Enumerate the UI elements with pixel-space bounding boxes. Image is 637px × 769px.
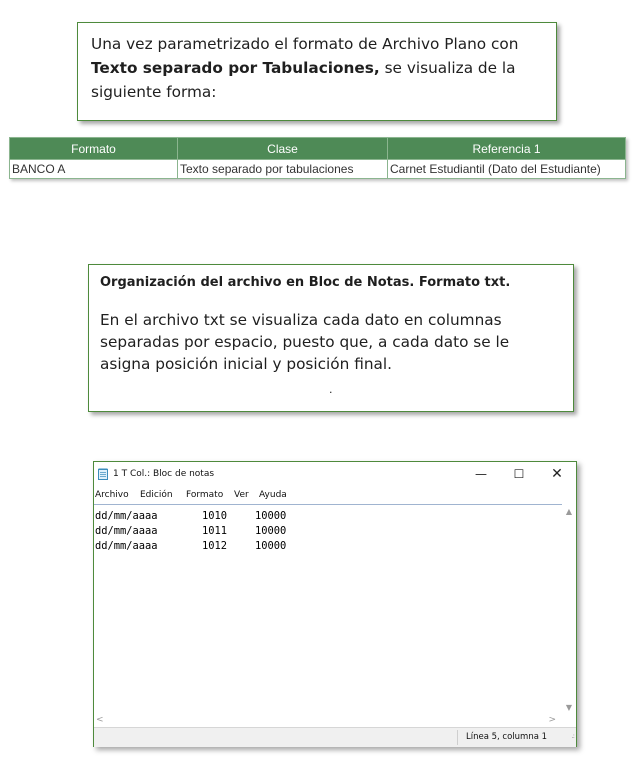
- editor-line: [95, 539, 562, 554]
- line-date: dd/mm/aaaa: [95, 525, 158, 537]
- organization-heading: Organización del archivo en Bloc de Notas. Formato txt.: [100, 275, 511, 290]
- intro-callout: [77, 22, 557, 121]
- organization-body: En el archivo txt se visualiza cada dato en columnas separadas por espacio, puesto que, a cada dato se le asigna posición inicial y posición final.: [100, 311, 510, 373]
- cell-formato: BANCO A: [10, 160, 178, 179]
- line-amount: 10000: [255, 540, 287, 552]
- scroll-down-icon[interactable]: ▼: [565, 703, 573, 712]
- text-editor[interactable]: [94, 504, 562, 715]
- line-amount: 10000: [255, 525, 287, 537]
- close-button[interactable]: ✕: [551, 466, 563, 482]
- menu-formato[interactable]: Formato: [186, 490, 224, 500]
- intro-line-2: [91, 56, 544, 80]
- intro-bold-text: Texto separado por Tabulaciones,: [91, 59, 380, 77]
- vertical-scrollbar[interactable]: [562, 504, 576, 715]
- editor-line: [95, 509, 562, 524]
- intro-line-3: siguiente forma:: [91, 83, 217, 101]
- intro-line-2-rest: se visualiza de la: [379, 59, 516, 77]
- status-bar: [94, 727, 576, 747]
- menu-ayuda[interactable]: Ayuda: [259, 490, 287, 500]
- notepad-window: [93, 461, 577, 747]
- table-row: [10, 160, 626, 179]
- window-title: 1 T Col.: Bloc de notas: [113, 469, 215, 479]
- cell-clase: Texto separado por tabulaciones: [178, 160, 388, 179]
- header-referencia: Referencia 1: [388, 138, 626, 160]
- line-date: dd/mm/aaaa: [95, 540, 158, 552]
- editor-line: [95, 524, 562, 539]
- header-clase: Clase: [178, 138, 388, 160]
- title-bar[interactable]: [94, 462, 576, 486]
- stray-dot: .: [329, 383, 333, 396]
- menu-edicion[interactable]: Edición: [140, 490, 173, 500]
- cursor-position: Línea 5, columna 1: [466, 732, 548, 742]
- line-date: dd/mm/aaaa: [95, 510, 158, 522]
- line-code: 1012: [202, 540, 228, 552]
- scroll-left-icon[interactable]: <: [96, 715, 104, 725]
- line-code: 1011: [202, 525, 228, 537]
- line-code: 1010: [202, 510, 228, 522]
- header-formato: Formato: [10, 138, 178, 160]
- menu-ver[interactable]: Ver: [234, 490, 249, 500]
- menu-bar: [94, 487, 576, 503]
- table-header-row: [10, 138, 626, 160]
- minimize-button[interactable]: —: [475, 467, 487, 481]
- status-divider: [457, 730, 458, 745]
- cell-referencia: Carnet Estudiantil (Dato del Estudiante): [388, 160, 626, 179]
- resize-grip-icon[interactable]: .:: [571, 732, 574, 740]
- maximize-button[interactable]: ☐: [513, 467, 525, 481]
- scroll-right-icon[interactable]: >: [548, 715, 556, 725]
- organization-callout: [88, 264, 574, 412]
- format-table: [9, 137, 626, 179]
- intro-line-1: Una vez parametrizado el formato de Archivo Plano con: [91, 35, 519, 53]
- line-amount: 10000: [255, 510, 287, 522]
- notepad-icon: [98, 468, 108, 480]
- menu-archivo[interactable]: Archivo: [95, 490, 129, 500]
- scroll-up-icon[interactable]: ▲: [565, 507, 573, 516]
- horizontal-scrollbar[interactable]: [94, 715, 562, 727]
